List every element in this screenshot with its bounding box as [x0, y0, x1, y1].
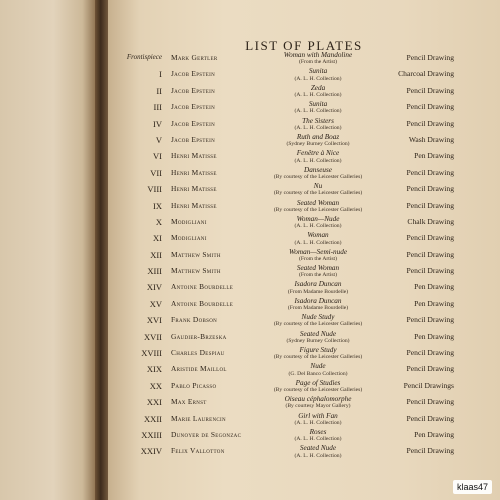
plate-medium: Pencil Drawing — [406, 184, 454, 194]
plate-artist: Jacob Epstein — [171, 85, 215, 95]
plate-number: XXIII — [141, 429, 162, 440]
plate-row — [108, 363, 500, 379]
plate-row — [108, 150, 500, 166]
plate-title: Fenêtre à Nice — [296, 149, 340, 158]
plate-medium: Chalk Drawing — [407, 216, 454, 226]
plate-medium: Pencil Drawing — [406, 200, 454, 210]
plate-medium: Pencil Drawing — [406, 249, 454, 259]
plate-row — [108, 445, 500, 461]
plate-number: XVII — [144, 331, 162, 342]
plate-credit: (From Madame Bourdelle) — [287, 288, 349, 295]
plate-medium: Charcoal Drawing — [398, 69, 454, 79]
plate-medium: Pencil Drawing — [406, 348, 454, 358]
plate-number: XIX — [146, 364, 162, 375]
plate-number: II — [156, 85, 162, 96]
plate-artist: Felix Vallotton — [171, 446, 225, 456]
plate-number: XV — [149, 298, 162, 309]
plate-number: III — [153, 102, 162, 113]
plate-credit: (A. L. H. Collection) — [294, 108, 342, 115]
plate-credit: (Sydney Burney Collection) — [286, 337, 350, 344]
plate-row — [108, 200, 500, 216]
plate-row — [108, 85, 500, 101]
plate-number: XVI — [146, 315, 162, 326]
plate-artist: Gaudier-Brzeska — [171, 331, 227, 341]
plate-title: Danseuse — [304, 165, 332, 174]
plate-title: Roses — [309, 427, 327, 436]
plate-title: Woman—Nude — [296, 214, 340, 223]
plate-number: I — [159, 69, 162, 80]
plate-row — [108, 167, 500, 183]
plate-artist: Antoine Bourdelle — [171, 298, 234, 308]
plate-row — [108, 429, 500, 445]
plate-medium: Pencil Drawing — [406, 266, 454, 276]
plate-title: Page of Studies — [295, 378, 341, 387]
watermark: klaas47 — [453, 480, 492, 494]
plate-medium: Pencil Drawing — [406, 364, 454, 374]
plate-row — [108, 413, 500, 429]
plate-number: V — [155, 134, 162, 145]
plate-credit: (G. Del Banco Collection) — [288, 370, 348, 377]
plate-artist: Modigliani — [171, 216, 207, 226]
plate-row — [108, 118, 500, 134]
plate-credit: (By courtesy Mayor Gallery) — [285, 403, 351, 410]
plate-title: Woman—Semi-nude — [288, 247, 348, 256]
plate-number: VIII — [147, 184, 162, 195]
plate-medium: Pen Drawing — [414, 331, 454, 341]
plate-title: Nude Study — [301, 313, 335, 322]
plate-title: Zeda — [310, 83, 326, 92]
plate-row — [108, 183, 500, 199]
plate-number: VII — [150, 167, 162, 178]
plates-list — [108, 52, 500, 462]
plate-medium: Pencil Drawing — [406, 85, 454, 95]
plate-credit: (A. L. H. Collection) — [294, 91, 342, 98]
plate-row — [108, 298, 500, 314]
plate-credit: (By courtesy of the Leicester Galleries) — [273, 354, 363, 361]
plate-credit: (A. L. H. Collection) — [294, 75, 342, 82]
plate-row — [108, 52, 500, 68]
plate-artist: Aristide Maillol — [171, 364, 227, 374]
plate-credit: (From Madame Bourdelle) — [287, 305, 349, 312]
plate-row — [108, 134, 500, 150]
plate-row — [108, 265, 500, 281]
plate-title: Oiseau céphalomorphe — [284, 395, 352, 404]
plate-credit: (By courtesy of the Leicester Galleries) — [273, 206, 363, 213]
plate-number: XI — [153, 233, 162, 244]
page — [108, 0, 500, 500]
plate-credit: (By courtesy of the Leicester Galleries) — [273, 387, 363, 394]
book-gutter — [95, 0, 109, 500]
plate-artist: Matthew Smith — [171, 249, 221, 259]
plate-medium: Pen Drawing — [414, 429, 454, 439]
plate-medium: Pencil Drawing — [406, 446, 454, 456]
plate-number: Frontispiece — [126, 53, 162, 61]
plate-row — [108, 68, 500, 84]
plate-number: XX — [149, 380, 162, 391]
plate-artist: Henri Matisse — [171, 200, 217, 210]
plate-artist: Henri Matisse — [171, 167, 217, 177]
plate-row — [108, 249, 500, 265]
plate-credit: (From the Artist) — [299, 59, 337, 66]
plate-number: VI — [153, 151, 162, 162]
plate-artist: Jacob Epstein — [171, 118, 215, 128]
plate-title: Isadora Duncan — [294, 280, 342, 289]
plate-medium: Pencil Drawing — [406, 413, 454, 423]
plate-medium: Pencil Drawings — [403, 380, 454, 390]
plate-credit: (A. L. H. Collection) — [294, 436, 342, 443]
plate-artist: Pablo Picasso — [171, 380, 217, 390]
plate-title: Nu — [313, 182, 323, 191]
plate-artist: Henri Matisse — [171, 151, 217, 161]
plate-title: Isadora Duncan — [294, 296, 342, 305]
plate-medium: Pencil Drawing — [406, 53, 454, 62]
plate-artist: Jacob Epstein — [171, 69, 215, 79]
plate-artist: Matthew Smith — [171, 266, 221, 276]
plate-row — [108, 331, 500, 347]
plate-title: Seated Nude — [299, 444, 337, 453]
plate-credit: (A. L. H. Collection) — [294, 124, 342, 131]
plate-title: Sunita — [308, 67, 328, 76]
plate-row — [108, 232, 500, 248]
plate-number: XXIV — [140, 446, 162, 457]
plate-number: X — [155, 216, 162, 227]
plate-title: Sunita — [308, 100, 328, 109]
plate-number: IV — [153, 118, 162, 129]
plate-medium: Pencil Drawing — [406, 102, 454, 112]
plate-number: XXII — [144, 413, 162, 424]
plate-credit: (From the Artist) — [299, 272, 337, 279]
plate-artist: Henri Matisse — [171, 184, 217, 194]
plate-artist: Dunoyer de Segonzac — [171, 429, 242, 439]
plate-number: XVIII — [141, 348, 162, 359]
plate-number: XIII — [147, 266, 162, 277]
page-title: LIST OF PLATES — [245, 38, 363, 53]
plate-credit: (A. L. H. Collection) — [294, 419, 342, 426]
plate-medium: Pen Drawing — [414, 282, 454, 292]
plate-artist: Charles Despiau — [171, 348, 225, 358]
plate-title: Figure Study — [299, 346, 337, 355]
plate-row — [108, 216, 500, 232]
plate-title: Girl with Fan — [298, 411, 338, 420]
plate-title: Seated Woman — [296, 264, 340, 273]
plate-artist: Jacob Epstein — [171, 102, 215, 112]
plate-row — [108, 396, 500, 412]
plate-title: Seated Woman — [296, 198, 340, 207]
left-page-edge — [0, 0, 97, 500]
plate-title: Ruth and Boaz — [296, 132, 340, 141]
plate-row — [108, 101, 500, 117]
plate-medium: Pen Drawing — [414, 151, 454, 161]
plate-credit: (Sydney Burney Collection) — [286, 141, 350, 148]
plate-credit: (By courtesy of the Leicester Galleries) — [273, 321, 363, 328]
plate-credit: (By courtesy of the Leicester Galleries) — [273, 190, 363, 197]
plate-credit: (A. L. H. Collection) — [294, 157, 342, 164]
plate-medium: Pencil Drawing — [406, 315, 454, 325]
plate-medium: Pencil Drawing — [406, 397, 454, 407]
plate-credit: (A. L. H. Collection) — [294, 223, 342, 230]
plate-artist: Marie Laurencin — [171, 413, 226, 423]
plate-title: Woman — [307, 231, 329, 240]
plate-row — [108, 314, 500, 330]
plate-medium: Pencil Drawing — [406, 167, 454, 177]
plate-artist: Modigliani — [171, 233, 207, 243]
plate-title: Seated Nude — [299, 329, 337, 338]
plate-artist: Max Ernst — [171, 397, 207, 407]
plate-number: XIV — [146, 282, 162, 293]
plate-number: IX — [153, 200, 162, 211]
plate-credit: (A. L. H. Collection) — [294, 452, 342, 459]
plate-medium: Pencil Drawing — [406, 233, 454, 243]
plate-medium: Pen Drawing — [414, 298, 454, 308]
plate-medium: Pencil Drawing — [406, 118, 454, 128]
plate-title: The Sisters — [302, 116, 334, 125]
plate-credit: (From the Artist) — [299, 255, 337, 262]
plate-artist: Antoine Bourdelle — [171, 282, 234, 292]
plate-artist: Frank Dobson — [171, 315, 218, 325]
plate-title: Woman with Mandoline — [283, 51, 353, 59]
plate-row — [108, 281, 500, 297]
plate-number: XII — [150, 249, 162, 260]
plate-number: XXI — [146, 397, 162, 408]
plate-row — [108, 347, 500, 363]
plate-credit: (A. L. H. Collection) — [294, 239, 342, 246]
plate-artist: Jacob Epstein — [171, 134, 215, 144]
plate-artist: Mark Gertler — [171, 53, 218, 62]
plate-title: Nude — [310, 362, 326, 371]
plate-row — [108, 380, 500, 396]
plate-credit: (By courtesy of the Leicester Galleries) — [273, 173, 363, 180]
plate-medium: Wash Drawing — [408, 134, 454, 144]
